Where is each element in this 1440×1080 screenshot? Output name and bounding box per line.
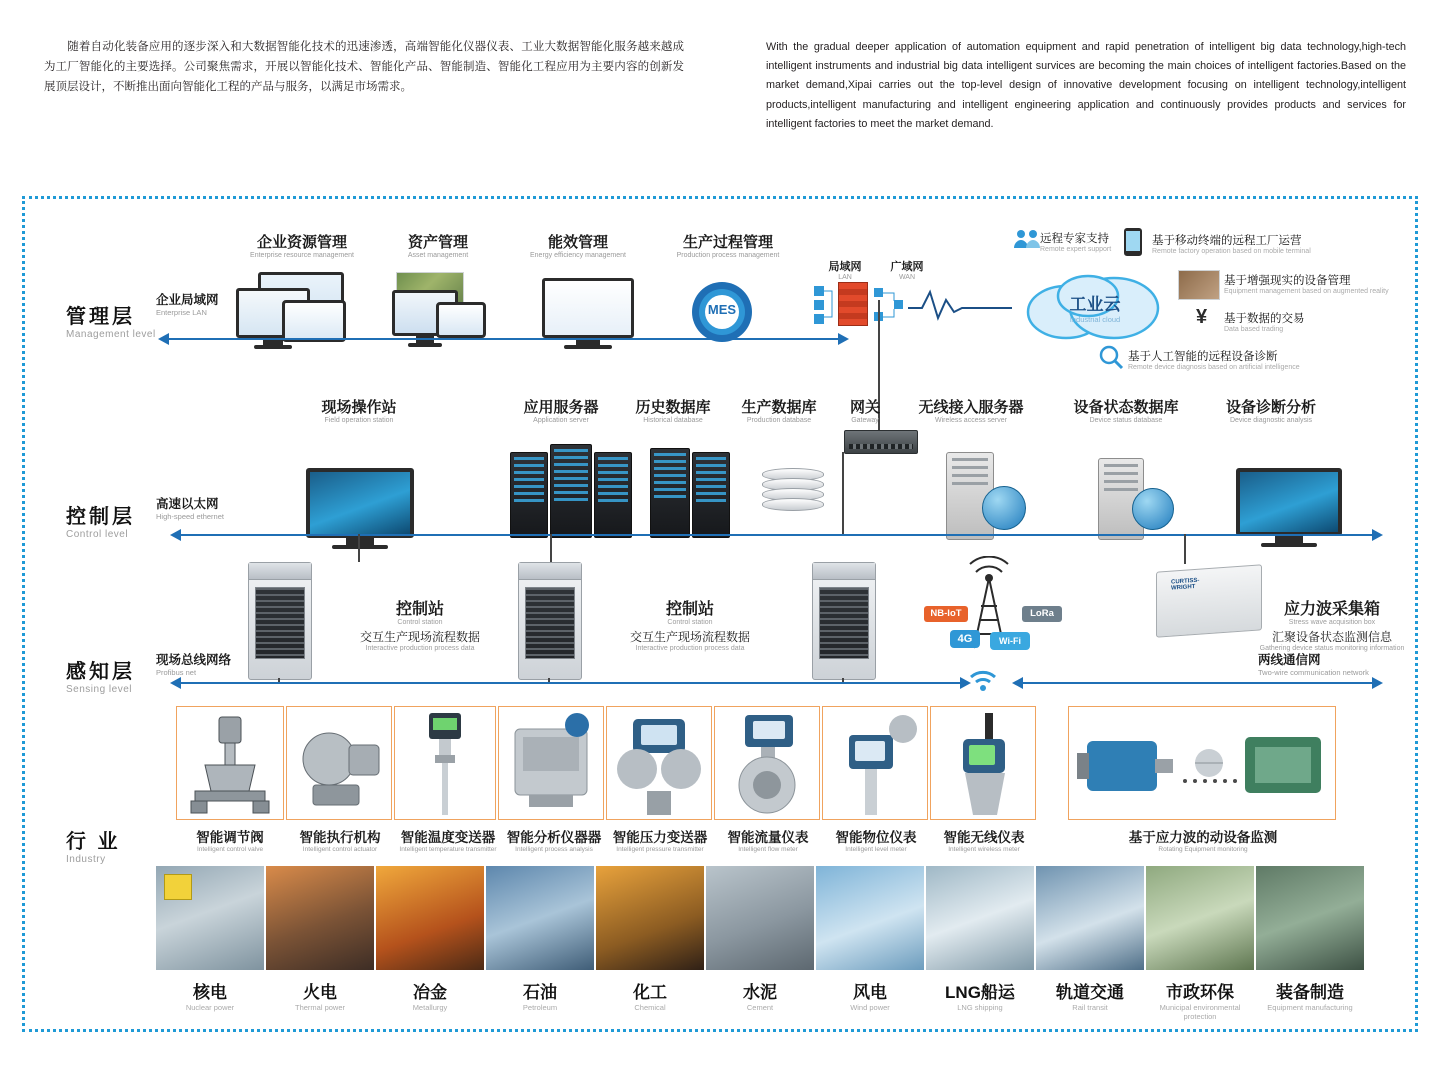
industry-photo-metallurgy: [376, 866, 484, 970]
signal-wave-icon: [908, 286, 1012, 327]
control-bus-arrow-left: [170, 529, 181, 541]
droplink-app-server: [550, 534, 552, 562]
gateway-switch: [844, 430, 918, 454]
mes-gear-icon: [688, 278, 756, 346]
industry-label-chemical: 化工 Chemical: [633, 983, 667, 1012]
control-label-device-status-db: 设备状态数据库 Device status database: [1073, 399, 1179, 424]
device-label-level-meter: 智能物位仪表 Intelligent level meter: [835, 830, 917, 853]
droplink-gateway: [842, 452, 844, 534]
industry-photo-cement: [706, 866, 814, 970]
droplink-cabinet-1: [278, 678, 280, 682]
app-server-rack-3: [594, 452, 632, 538]
industry-label-rail: 轨道交通 Rail transit: [1056, 983, 1124, 1012]
control-label-gateway: 网关 Gateway: [849, 399, 880, 424]
industry-label-nuclear: 核电 Nuclear power: [185, 983, 235, 1012]
device-box-process-analyzer: [498, 706, 604, 820]
cloud-service-label-mobile-ops: 基于移动终端的远程工厂运营 Remote factory operation based on mobile terminal: [1152, 235, 1311, 255]
level-label-industry: 行 业 Industry: [66, 831, 121, 865]
lan-label: 局域网 LAN: [828, 261, 862, 281]
industry-label-metallurgy: 冶金 Metallurgy: [412, 983, 448, 1012]
tag-nbiot: NB-IoT: [924, 606, 968, 622]
sensing-bus-right-arrow-left: [1012, 677, 1023, 689]
management-bus-arrow-left: [158, 333, 169, 345]
people-icon: [1012, 228, 1042, 250]
cloud-label: 工业云 Industrial cloud: [1069, 295, 1121, 324]
ar-photo-icon: [1178, 270, 1220, 300]
magnifier-icon: [1098, 344, 1124, 375]
level-label-sensing: 感知层 Sensing level: [66, 661, 135, 695]
control-label-field-station: 现场操作站 Field operation station: [321, 399, 397, 424]
management-bus-line: [168, 338, 840, 340]
sensing-bus-arrow-left: [170, 677, 181, 689]
tag-4g: 4G: [950, 630, 980, 648]
mes-label: MES: [707, 302, 737, 317]
control-station-label-2: 控制站 Control station 交互生产现场流程数据 Interactive production process data: [629, 601, 750, 652]
two-wire-network-label: 两线通信网 Two-wire communication network: [1258, 653, 1369, 677]
cloud-service-label-ar: 基于增强现实的设备管理 Equipment management based on augmented reality: [1224, 275, 1389, 295]
intro-paragraph-english: With the gradual deeper application of automation equipment and rapid penetration of intelligent big data technology,high-tech intelligent instruments and industrial big data intelligent survices are becoming the main choices of intelligent factories.Based on the market demand,Xipai carries out the top-level design of innovative development focusing on intelligent technology,intelligent products,intelligent manufacturing and intelligent engineering application and continuously provides products and services for intelligent factories to meet the market demand.: [766, 41, 1406, 130]
stress-wave-box: CURTISS- WRIGHT: [1156, 564, 1262, 637]
control-label-wireless-server: 无线接入服务器 Wireless access server: [918, 399, 1024, 424]
erp-tablet: [282, 300, 346, 342]
droplink-cabinet-3: [842, 678, 844, 682]
app-server-rack-1: [510, 452, 548, 538]
industry-photo-thermal: [266, 866, 374, 970]
industry-label-equipment: 装备制造 Equipment manufacturing: [1267, 983, 1353, 1012]
management-bus-arrow-right: [838, 333, 849, 345]
device-label-control-valve: 智能调节阀 Intelligent control valve: [196, 830, 264, 853]
asset-tablet: [436, 302, 486, 338]
industry-photo-chemical: [596, 866, 704, 970]
industry-photo-wind: [816, 866, 924, 970]
intro-paragraph-chinese: 随着自动化装备应用的逐步深入和大数据智能化技术的迅速渗透，高端智能化仪器仪表、工业大数据智能化服务越来越成为工厂智能化的主要选择。公司聚焦需求，开展以智能化技术、智能化产品、智能制造、智能化工程应用为主要内容的创新发展顶层设计，不断推出面向智能化工程的产品与服务，以满足市场需求。: [44, 41, 684, 93]
enterprise-lan-label: 企业局域网 Enterprise LAN: [156, 293, 219, 317]
cloud-service-label-data-trading: 基于数据的交易 Data based trading: [1224, 313, 1305, 333]
device-box-rotating-equipment: [1068, 706, 1336, 820]
droplink-field-station: [358, 534, 360, 562]
device-box-flow-meter: [714, 706, 820, 820]
industrial-cloud: [1014, 268, 1176, 344]
device-label-process-analyzer: 智能分析仪器器 Intelligent process analysis: [506, 830, 602, 853]
tag-lora: LoRa: [1022, 606, 1062, 622]
device-box-temperature-transmitter: [394, 706, 496, 820]
tag-wifi: Wi-Fi: [990, 632, 1030, 650]
app-server-rack-2: [550, 444, 592, 538]
industry-label-wind: 风电 Wind power: [850, 983, 890, 1012]
globe-icon-status: [1132, 488, 1174, 530]
level-label-management: 管理层 Management level: [66, 306, 156, 340]
industry-label-municipal: 市政环保 Municipal environmental protection: [1159, 983, 1241, 1021]
sensing-bus-label: 现场总线网络 Profibus net: [156, 653, 232, 677]
droplink-cabinet-2: [548, 678, 550, 682]
sensing-bus-right-arrow-right: [1372, 677, 1383, 689]
device-box-actuator: [286, 706, 392, 820]
control-bus-label: 高速以太网 High-speed ethernet: [156, 497, 224, 521]
yuan-icon: ¥: [1196, 306, 1208, 328]
wan-label: 广域网 WAN: [890, 261, 924, 281]
industry-label-lng: LNG船运 LNG shipping: [945, 983, 1015, 1012]
management-app-label-erp: 企业资源管理 Enterprise resource management: [250, 234, 354, 259]
control-cabinet-3: [812, 562, 876, 680]
industry-label-thermal: 火电 Thermal power: [294, 983, 346, 1012]
device-label-wireless-meter: 智能无线仪表 Intelligent wireless meter: [943, 830, 1025, 853]
wifi-icon: [968, 668, 998, 697]
control-station-label-1: 控制站 Control station 交互生产现场流程数据 Interactive production process data: [359, 601, 480, 652]
device-label-rotating-equipment: 基于应力波的动设备监测 Rotating Equipment monitoring: [1128, 830, 1278, 853]
history-db-rack-1: [650, 448, 690, 538]
production-database-cylinder: [762, 468, 824, 508]
control-label-app-server: 应用服务器 Application server: [523, 399, 599, 424]
sensing-bus-line-right: [1022, 682, 1372, 684]
device-label-pressure-transmitter: 智能压力变送器 Intelligent pressure transmitter: [612, 830, 708, 853]
industry-photo-nuclear: [156, 866, 264, 970]
control-label-production-db: 生产数据库 Production database: [741, 399, 817, 424]
management-app-label-asset: 资产管理 Asset management: [407, 234, 469, 259]
sensing-bus-arrow-right: [960, 677, 971, 689]
cloud-service-remote-expert: [1012, 228, 1042, 255]
control-cabinet-2: [518, 562, 582, 680]
industry-photo-lng: [926, 866, 1034, 970]
control-label-history-db: 历史数据库 Historical database: [635, 399, 711, 424]
sensing-bus-line-left: [180, 682, 960, 684]
stress-box-label: 应力波采集箱 Stress wave acquisition box 汇聚设备状态监测信息 Gathering device status monitoring information: [1259, 601, 1405, 652]
field-station-monitor: [306, 468, 414, 549]
control-label-device-diagnosis: 设备诊断分析 Device diagnostic analysis: [1225, 399, 1316, 424]
control-bus-arrow-right: [1372, 529, 1383, 541]
device-label-flow-meter: 智能流量仪表 Intelligent flow meter: [727, 830, 809, 853]
industry-photo-petroleum: [486, 866, 594, 970]
industry-photo-municipal: [1146, 866, 1254, 970]
industry-photo-equipment: [1256, 866, 1364, 970]
phone-icon: [1124, 228, 1142, 256]
history-db-rack-2: [692, 452, 730, 538]
device-box-control-valve: [176, 706, 284, 820]
device-box-level-meter: [822, 706, 928, 820]
industry-label-petroleum: 石油 Petroleum: [522, 983, 558, 1012]
management-app-label-energy: 能效管理 Energy efficiency management: [530, 234, 626, 259]
cloud-service-label-remote-expert: 远程专家支持 Remote expert support: [1040, 233, 1112, 253]
firewall-icon: [838, 282, 868, 326]
industry-label-cement: 水泥 Cement: [743, 983, 777, 1012]
globe-icon-wireless: [982, 486, 1026, 530]
lan-nodes-icon: [812, 284, 838, 331]
device-label-actuator: 智能执行机构 Intelligent control actuator: [299, 830, 381, 853]
level-label-control: 控制层 Control level: [66, 506, 135, 540]
device-label-temperature-transmitter: 智能温度变送器 Intelligent temperature transmitter: [399, 830, 497, 853]
droplink-stress-box: [1184, 534, 1186, 564]
cloud-service-label-ai-diagnosis: 基于人工智能的远程设备诊断 Remote device diagnosis based on artificial intelligence: [1128, 351, 1300, 371]
management-app-label-production: 生产过程管理 Production process management: [676, 234, 780, 259]
device-box-wireless-meter: [930, 706, 1036, 820]
device-box-pressure-transmitter: [606, 706, 712, 820]
industry-photo-rail: [1036, 866, 1144, 970]
